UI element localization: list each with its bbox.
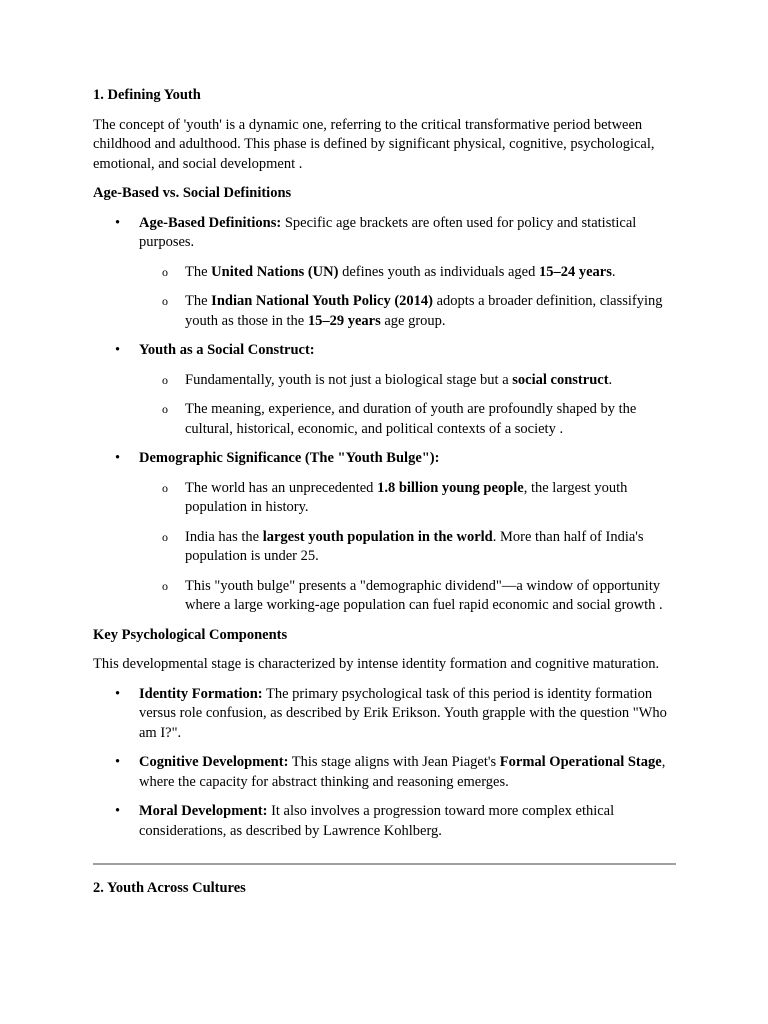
bold-run: United Nations (UN) [211,263,339,280]
subheading-psychological: Key Psychological Components [93,626,288,643]
sublist-item [139,371,676,391]
item-title: Youth as a Social Construct: [139,342,315,358]
sublist-item [139,577,676,616]
bold-run: 1.8 billion young people [377,479,524,496]
bold-run: 15–29 years [307,312,381,329]
subheading-age-vs-social: Age-Based vs. Social Definitions [93,185,292,201]
text-run: The [185,293,212,309]
item-text: The primary psychological task of this period is identity formation versus role confusion, as described by Erik Erikson. Youth grapple with the question "Who am I?". [139,685,667,741]
text-run: . [611,263,616,280]
bold-run: 15–24 years [539,263,612,280]
bold-run: largest youth population in the world [262,528,493,545]
disc-bullet-icon: • [115,450,121,466]
text-run: Fundamentally, youth is not just a biological stage but a [185,371,513,388]
text-run: This "youth bulge" presents a "demographic dividend"—a window of opportunity where a large working-age population can fuel rapid economic and social growth . [185,577,663,613]
sublist-item [139,479,676,518]
definitions-list [93,214,676,616]
disc-bullet-icon: • [115,754,121,770]
sublist-item-inyp [139,292,676,331]
circle-bullet-icon: o [162,372,168,387]
age-based-sublist [139,263,676,332]
text-run: The world has an unprecedented [185,479,378,496]
sublist-item [139,528,676,567]
item-text: It also involves a progression toward more complex ethical considerations, as described by Lawrence Kohlberg. [139,803,615,839]
text-run: This stage aligns with Jean Piaget's [288,754,500,770]
horizontal-divider [93,863,676,865]
text-run: The meaning, experience, and duration of youth are profoundly shaped by the cultural, historical, economic, and political contexts of a society . [185,401,637,437]
text-run: . More than half of India's population is under 25. [185,528,644,564]
demographic-sublist [139,479,676,616]
circle-bullet-icon: o [162,578,168,593]
circle-bullet-icon: o [162,264,168,279]
text-run: . [608,371,613,388]
section-heading-defining-youth: 1. Defining Youth [93,87,201,103]
item-title: Moral Development: [139,803,268,819]
paragraph-psych-intro: This developmental stage is characterized by intense identity formation and cognitive maturation. [93,656,660,672]
sublist-item [139,400,676,439]
text-run: adopts a broader definition, classifying youth as those in the [185,293,663,329]
text-run: defines youth as individuals aged [338,263,539,280]
list-item-social-construct [93,341,676,439]
list-item-moral [93,802,676,841]
disc-bullet-icon: • [115,214,121,231]
list-item-age-based [93,214,676,332]
item-text: Specific age brackets are often used for policy and statistical purposes. [139,214,637,250]
paragraph-intro: The concept of 'youth' is a dynamic one, referring to the critical transformative period between childhood and adulthood. This phase is defined by significant physical, cognitive, psychological, emotional, and social development . [93,116,655,172]
item-title: Cognitive Development: [139,754,289,770]
disc-bullet-icon: • [115,342,121,358]
psychological-list [93,685,676,842]
list-item-demographic [93,449,676,616]
sublist-item-un [139,263,676,283]
text-run: The [185,263,212,280]
circle-bullet-icon: o [162,480,168,495]
text-run: age group. [380,312,446,329]
text-run: India has the [185,528,263,545]
circle-bullet-icon: o [162,529,168,544]
item-title: Demographic Significance (The "Youth Bulge"): [139,450,440,466]
list-item-identity [93,685,676,744]
text-run: , the largest youth population in history. [185,479,628,515]
text-run: , where the capacity for abstract thinking and reasoning emerges. [139,754,666,790]
circle-bullet-icon: o [162,402,168,416]
social-sublist [139,371,676,440]
bold-run: Indian National Youth Policy (2014) [211,293,433,309]
bold-run: Formal Operational Stage [499,754,662,770]
document-page [93,86,676,909]
list-item-cognitive [93,753,676,792]
item-title: Age-Based Definitions: [139,214,282,231]
item-title: Identity Formation: [139,685,263,702]
disc-bullet-icon: • [115,803,121,819]
disc-bullet-icon: • [115,685,121,702]
circle-bullet-icon: o [162,294,168,308]
section-heading-youth-across-cultures: 2. Youth Across Cultures [93,880,246,896]
bold-run: social construct [512,371,609,388]
